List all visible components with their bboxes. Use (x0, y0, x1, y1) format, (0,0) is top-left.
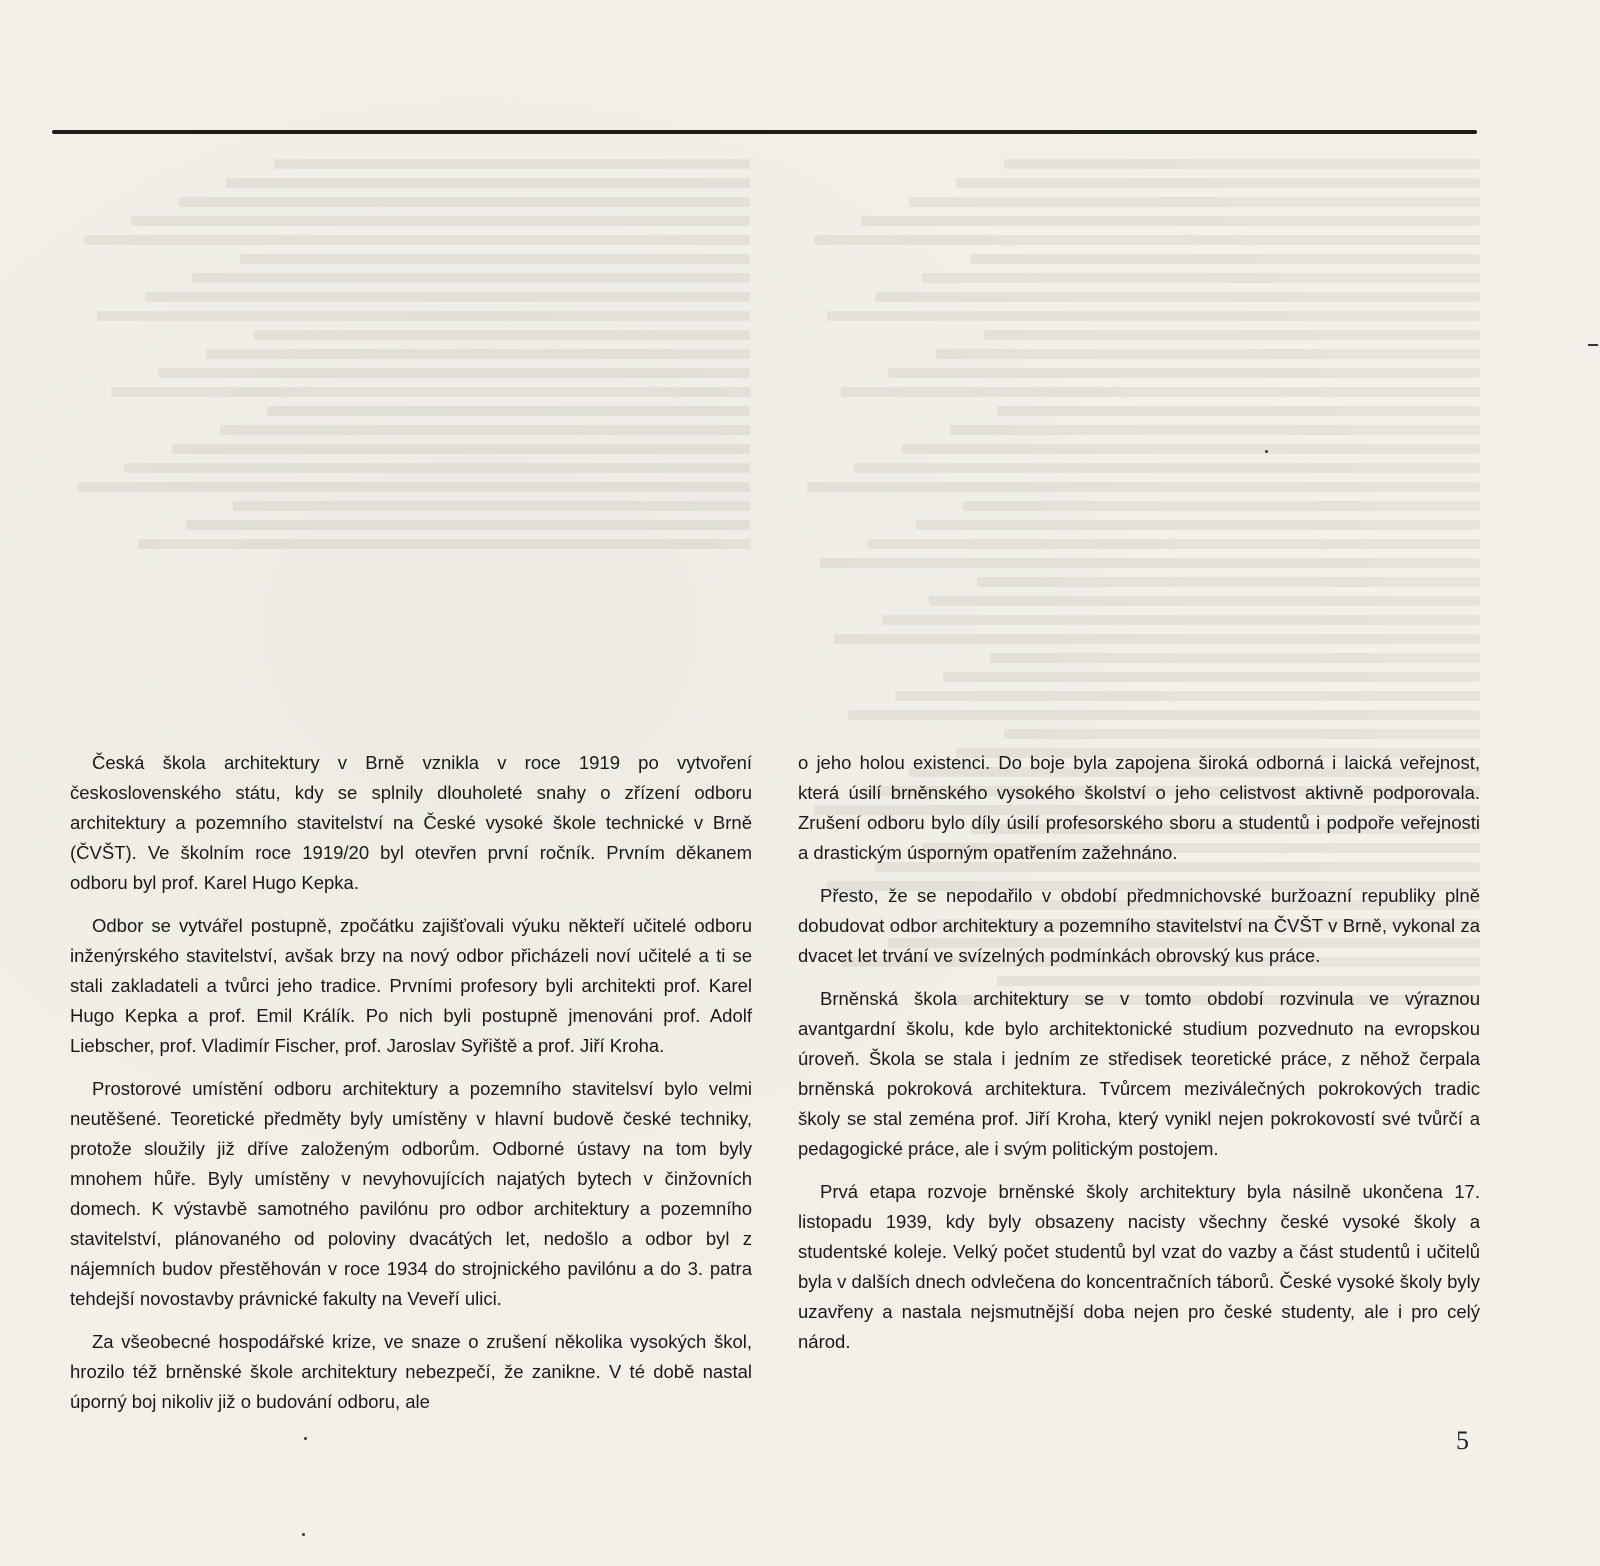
speck (302, 1533, 305, 1536)
bleed-through-line (841, 387, 1480, 397)
paragraph: Za všeobecné hospodářské krize, ve snaze o zrušení několika vysokých škol, hrozilo též brněnské škole architektury nebezpečí, že zanikne. V té době nastal úporný boj nikoliv již o budování odboru, ale (70, 1331, 752, 1412)
bleed-through-line (267, 406, 750, 416)
bleed-through-line (827, 311, 1480, 321)
bleed-through-line (916, 520, 1480, 530)
page-number: 5 (1456, 1426, 1469, 1455)
bleed-through-line (172, 444, 750, 454)
bleed-through-line (929, 596, 1480, 606)
bleed-through-line (1004, 159, 1480, 169)
bleed-through-line (963, 501, 1480, 511)
left-column (70, 748, 752, 1430)
bleed-through-line (124, 463, 750, 473)
bleed-through-line (807, 482, 1480, 492)
bleed-through-line (984, 330, 1480, 340)
paragraph: Brněnská škola architektury se v tomto období rozvinula ve výraznou avantgardní školu, kde bylo architektonické studium pozvednuto na evropskou úroveň. Škola se stala i jedním ze středisek teoretické práce, z něhož čerpala brněnská pokroková architektura. Tvůrcem meziválečných pokrokových tradic školy se stal zeména prof. Jiří Kroha, který vynikl nejen pokrokovostí své tvůrčí a pedagogické práce, ale i svým politickým postojem. (798, 988, 1480, 1159)
bleed-through-line (131, 216, 750, 226)
bleed-through-line (922, 273, 1480, 283)
paragraph: Odbor se vytvářel postupně, zpočátku zajišťovali výuku někteří učitelé odboru inženýrského stavitelství, avšak brzy na nový odbor přicházeli noví učitelé a ti se stali zakladateli a tvůrci jeho tradice. Prvními profesory byli architekti prof. Karel Hugo Kepka a prof. Emil Králík. Po nich byli postupně jmenováni prof. Adolf Liebscher, prof. Vladimír Fischer, prof. Jaroslav Syřiště a prof. Jiří Kroha. (70, 915, 752, 1056)
bleed-through-line (943, 672, 1480, 682)
bleed-through-line (861, 216, 1480, 226)
speck (1265, 450, 1268, 453)
bleed-through-line (192, 273, 750, 283)
paragraph: Přesto, že se nepodařilo v období předmnichovské buržoazní republiky plně dobudovat odbor architektury a pozemního stavitelství na ČVŠT v Brně, vykonal za dvacet let trvání ve svízelných podmínkách obrovský kus práce. (798, 885, 1480, 966)
paragraph: o jeho holou existenci. Do boje byla zapojena široká odborná i laická veřejnost, která úsilí brněnského vysokého školství o jeho celistvost aktivně podporovala. Zrušení odboru bylo díly úsilí profesorského sboru a studentů i podpoře veřejnosti a drastickým úsporným opatřením zažehnáno. (798, 752, 1480, 863)
paragraph: Prvá etapa rozvoje brněnské školy architektury byla násilně ukončena 17. listopadu 1939, kdy byly obsazeny nacisty všechny české vysoké školy a studentské koleje. Velký počet studentů byl vzat do vazby a část studentů i učitelů byla v dalších dnech odvlečena do koncentračních táborů. České vysoké školy byly uzavřeny a nastala nejsmutnější doba nejen pro české studenty, ale i pro celý národ. (798, 1181, 1480, 1352)
bleed-through-line (226, 178, 750, 188)
bleed-through-line (950, 425, 1480, 435)
bleed-through-line (240, 254, 750, 264)
bleed-through-line (814, 235, 1480, 245)
edge-mark (1588, 344, 1598, 346)
bleed-through-line (848, 710, 1480, 720)
bleed-through-line (84, 235, 750, 245)
bleed-through-line (1004, 729, 1480, 739)
bleed-through-line (909, 197, 1480, 207)
bleed-through-line (233, 501, 750, 511)
bleed-through-line (77, 482, 750, 492)
bleed-through-line (997, 406, 1480, 416)
bleed-through-line (274, 159, 750, 169)
bleed-through-line (145, 292, 750, 302)
bleed-through-line (882, 615, 1480, 625)
right-column (798, 748, 1480, 1370)
bleed-through-line (888, 368, 1480, 378)
bleed-through-line (834, 634, 1480, 644)
bleed-through-line (206, 349, 750, 359)
bleed-through-line (186, 520, 750, 530)
bleed-through-line (854, 463, 1480, 473)
bleed-through-line (875, 292, 1480, 302)
bleed-through-line (158, 368, 750, 378)
bleed-through-line (970, 254, 1480, 264)
bleed-through-line (179, 197, 750, 207)
bleed-through-line (902, 444, 1480, 454)
bleed-through-line (895, 691, 1480, 701)
paragraph: Česká škola architektury v Brně vznikla v roce 1919 po vytvoření československého státu, kdy se splnily dlouholeté snahy o zřízení odboru architektury a pozemního stavitelství na České vysoké škole technické v Brně (ČVŠT). Ve školním roce 1919/20 byl otevřen první ročník. Prvním děkanem odboru byl prof. Karel Hugo Kepka. (70, 752, 752, 893)
bleed-through-line (97, 311, 750, 321)
speck (304, 1437, 307, 1440)
bleed-through-line (254, 330, 750, 340)
top-rule (52, 130, 1477, 134)
bleed-through-line (868, 539, 1480, 549)
bleed-through-line (990, 653, 1480, 663)
paragraph: Prostorové umístění odboru architektury a pozemního stavitelsví bylo velmi neutěšené. Teoretické předměty byly umístěny v hlavní budově české techniky, protože sloužily již dříve založeným odborům. Odborné ústavy na tom byly mnohem hůře. Byly umístěny v nevyhovujících najatých bytech v činžovních domech. K výstavbě samotného pavilónu pro odbor architektury a pozemního stavitelství, plánovaného od poloviny dvacátých let, nedošlo a odbor byl z nájemních budov přestěhován v roce 1934 do strojnického pavilónu a do 3. patra tehdejší novostavby právnické fakulty na Veveří ulici. (70, 1078, 752, 1309)
bleed-through-line (820, 558, 1480, 568)
bleed-through-line (936, 349, 1480, 359)
bleed-through-line (111, 387, 750, 397)
bleed-through-line (220, 425, 750, 435)
bleed-through-line (956, 178, 1480, 188)
bleed-through-left (70, 150, 750, 750)
bleed-through-line (977, 577, 1480, 587)
bleed-through-line (138, 539, 750, 549)
